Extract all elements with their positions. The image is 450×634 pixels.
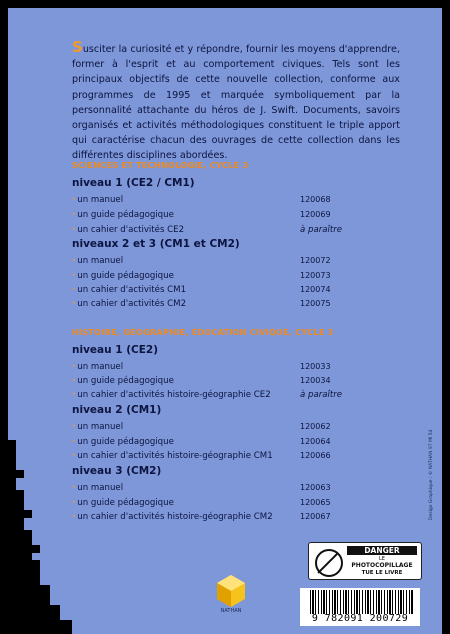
list-item: · un manuel 120063 xyxy=(72,483,331,493)
pixel-decoration xyxy=(32,545,40,553)
item-code: à paraître xyxy=(300,390,343,400)
pixel-decoration xyxy=(60,620,72,634)
list-item: · un cahier d'activités CM1 120074 xyxy=(72,285,331,295)
item-code: 120067 xyxy=(300,512,331,521)
barcode-number: 9 782091 200729 xyxy=(311,613,409,624)
pixel-decoration xyxy=(24,530,32,634)
side-credit-text: Design Graphique : © NATHAN 97 MI 54 xyxy=(429,429,434,520)
danger-line: LE xyxy=(379,556,385,562)
list-item: · un guide pédagogique 120034 xyxy=(72,376,331,386)
list-item: · un manuel 120033 xyxy=(72,362,331,372)
item-label: un guide pédagogique xyxy=(77,376,174,386)
photocopy-warning-badge xyxy=(308,542,422,580)
list-item: · un guide pédagogique 120073 xyxy=(72,271,331,281)
level-title: niveaux 2 et 3 (CM1 et CM2) xyxy=(72,238,240,250)
item-code: 120065 xyxy=(300,498,331,507)
item-code: 120073 xyxy=(300,271,331,280)
list-item: · un manuel 120072 xyxy=(72,256,331,266)
list-item: · un cahier d'activités histoire-géographie CM2 120067 xyxy=(72,512,331,522)
item-code: 120064 xyxy=(300,437,331,446)
item-code: 120069 xyxy=(300,210,331,219)
publisher-logo-icon xyxy=(217,575,245,607)
pixel-decoration xyxy=(0,0,450,8)
item-label: un manuel xyxy=(77,256,124,266)
pixel-decoration xyxy=(32,560,40,634)
list-item: · un cahier d'activités CM2 120075 xyxy=(72,299,331,309)
item-label: un manuel xyxy=(77,362,124,372)
pixel-decoration xyxy=(24,510,32,518)
item-code: 120068 xyxy=(300,195,331,204)
barcode xyxy=(300,588,420,626)
list-item: · un guide pédagogique 120065 xyxy=(72,498,331,508)
item-label: un cahier d'activités histoire-géographie CM1 xyxy=(77,451,273,461)
list-item: · un guide pédagogique 120064 xyxy=(72,437,331,447)
item-label: un cahier d'activités histoire-géographie CE2 xyxy=(77,390,271,400)
item-label: un manuel xyxy=(77,483,124,493)
pixel-decoration xyxy=(442,0,450,634)
item-code: 120074 xyxy=(300,285,331,294)
level-title: niveau 2 (CM1) xyxy=(72,404,162,416)
pixel-decoration xyxy=(8,440,16,634)
barcode-bars xyxy=(310,590,414,614)
item-code: à paraître xyxy=(300,225,343,235)
danger-label: DANGER xyxy=(347,546,417,555)
item-code: 120063 xyxy=(300,483,331,492)
list-item: · un guide pédagogique 120069 xyxy=(72,210,331,220)
item-code: 120033 xyxy=(300,362,331,371)
item-label: un cahier d'activités CM2 xyxy=(77,299,187,309)
pixel-decoration xyxy=(40,585,50,634)
level-title: niveau 3 (CM2) xyxy=(72,465,162,477)
list-item: · un manuel 120062 xyxy=(72,422,331,432)
item-label: un guide pédagogique xyxy=(77,498,174,508)
item-label: un guide pédagogique xyxy=(77,210,174,220)
item-code: 120066 xyxy=(300,451,331,460)
level-title: niveau 1 (CE2 / CM1) xyxy=(72,177,195,189)
no-copy-icon xyxy=(315,549,343,577)
list-item: · un manuel 120068 xyxy=(72,195,331,205)
pixel-decoration xyxy=(0,0,8,634)
item-code: 120034 xyxy=(300,376,331,385)
item-code: 120072 xyxy=(300,256,331,265)
item-label: un cahier d'activités CE2 xyxy=(77,225,185,235)
item-label: un manuel xyxy=(77,195,124,205)
item-label: un manuel xyxy=(77,422,124,432)
danger-line: PHOTOCOPILLAGE xyxy=(351,562,413,569)
danger-line: TUE LE LIVRE xyxy=(361,570,403,576)
dropcap: S xyxy=(72,38,83,56)
item-code: 120062 xyxy=(300,422,331,431)
item-label: un guide pédagogique xyxy=(77,271,174,281)
item-label: un guide pédagogique xyxy=(77,437,174,447)
intro-paragraph xyxy=(72,40,400,164)
section-heading: HISTOIRE, GÉOGRAPHIE, ÉDUCATION CIVIQUE, CYCLE 3 xyxy=(72,327,334,337)
item-label: un cahier d'activités histoire-géographie CM2 xyxy=(77,512,273,522)
list-item: · un cahier d'activités histoire-géographie CM1 120066 xyxy=(72,451,331,461)
level-title: niveau 1 (CE2) xyxy=(72,344,158,356)
pixel-decoration xyxy=(16,490,24,634)
item-code: 120075 xyxy=(300,299,331,308)
pixel-decoration xyxy=(16,470,24,478)
list-item: · un cahier d'activités histoire-géographie CE2 à paraître xyxy=(72,390,343,400)
pixel-decoration xyxy=(50,605,60,634)
section-heading: SCIENCES ET TECHNOLOGIE, CYCLE 3 xyxy=(72,160,249,170)
list-item: · un cahier d'activités CE2 à paraître xyxy=(72,225,343,235)
publisher-name: NATHAN xyxy=(220,608,242,614)
intro-text: usciter la curiosité et y répondre, fournir les moyens d'apprendre, former à l'esprit et au comportement civiques. Tels sont les principaux objectifs de cette nouvelle collection, conforme aux programmes de 1995 et marquée symboliquement par la personnalité attachante du héros de J. Swift. Documents, savoirs organisés et activités méthodologiques constituent le triple apport qui caractérise chacun des ouvrages de cette collection dans les différentes disciplines abordées. xyxy=(72,44,400,162)
item-label: un cahier d'activités CM1 xyxy=(77,285,187,295)
